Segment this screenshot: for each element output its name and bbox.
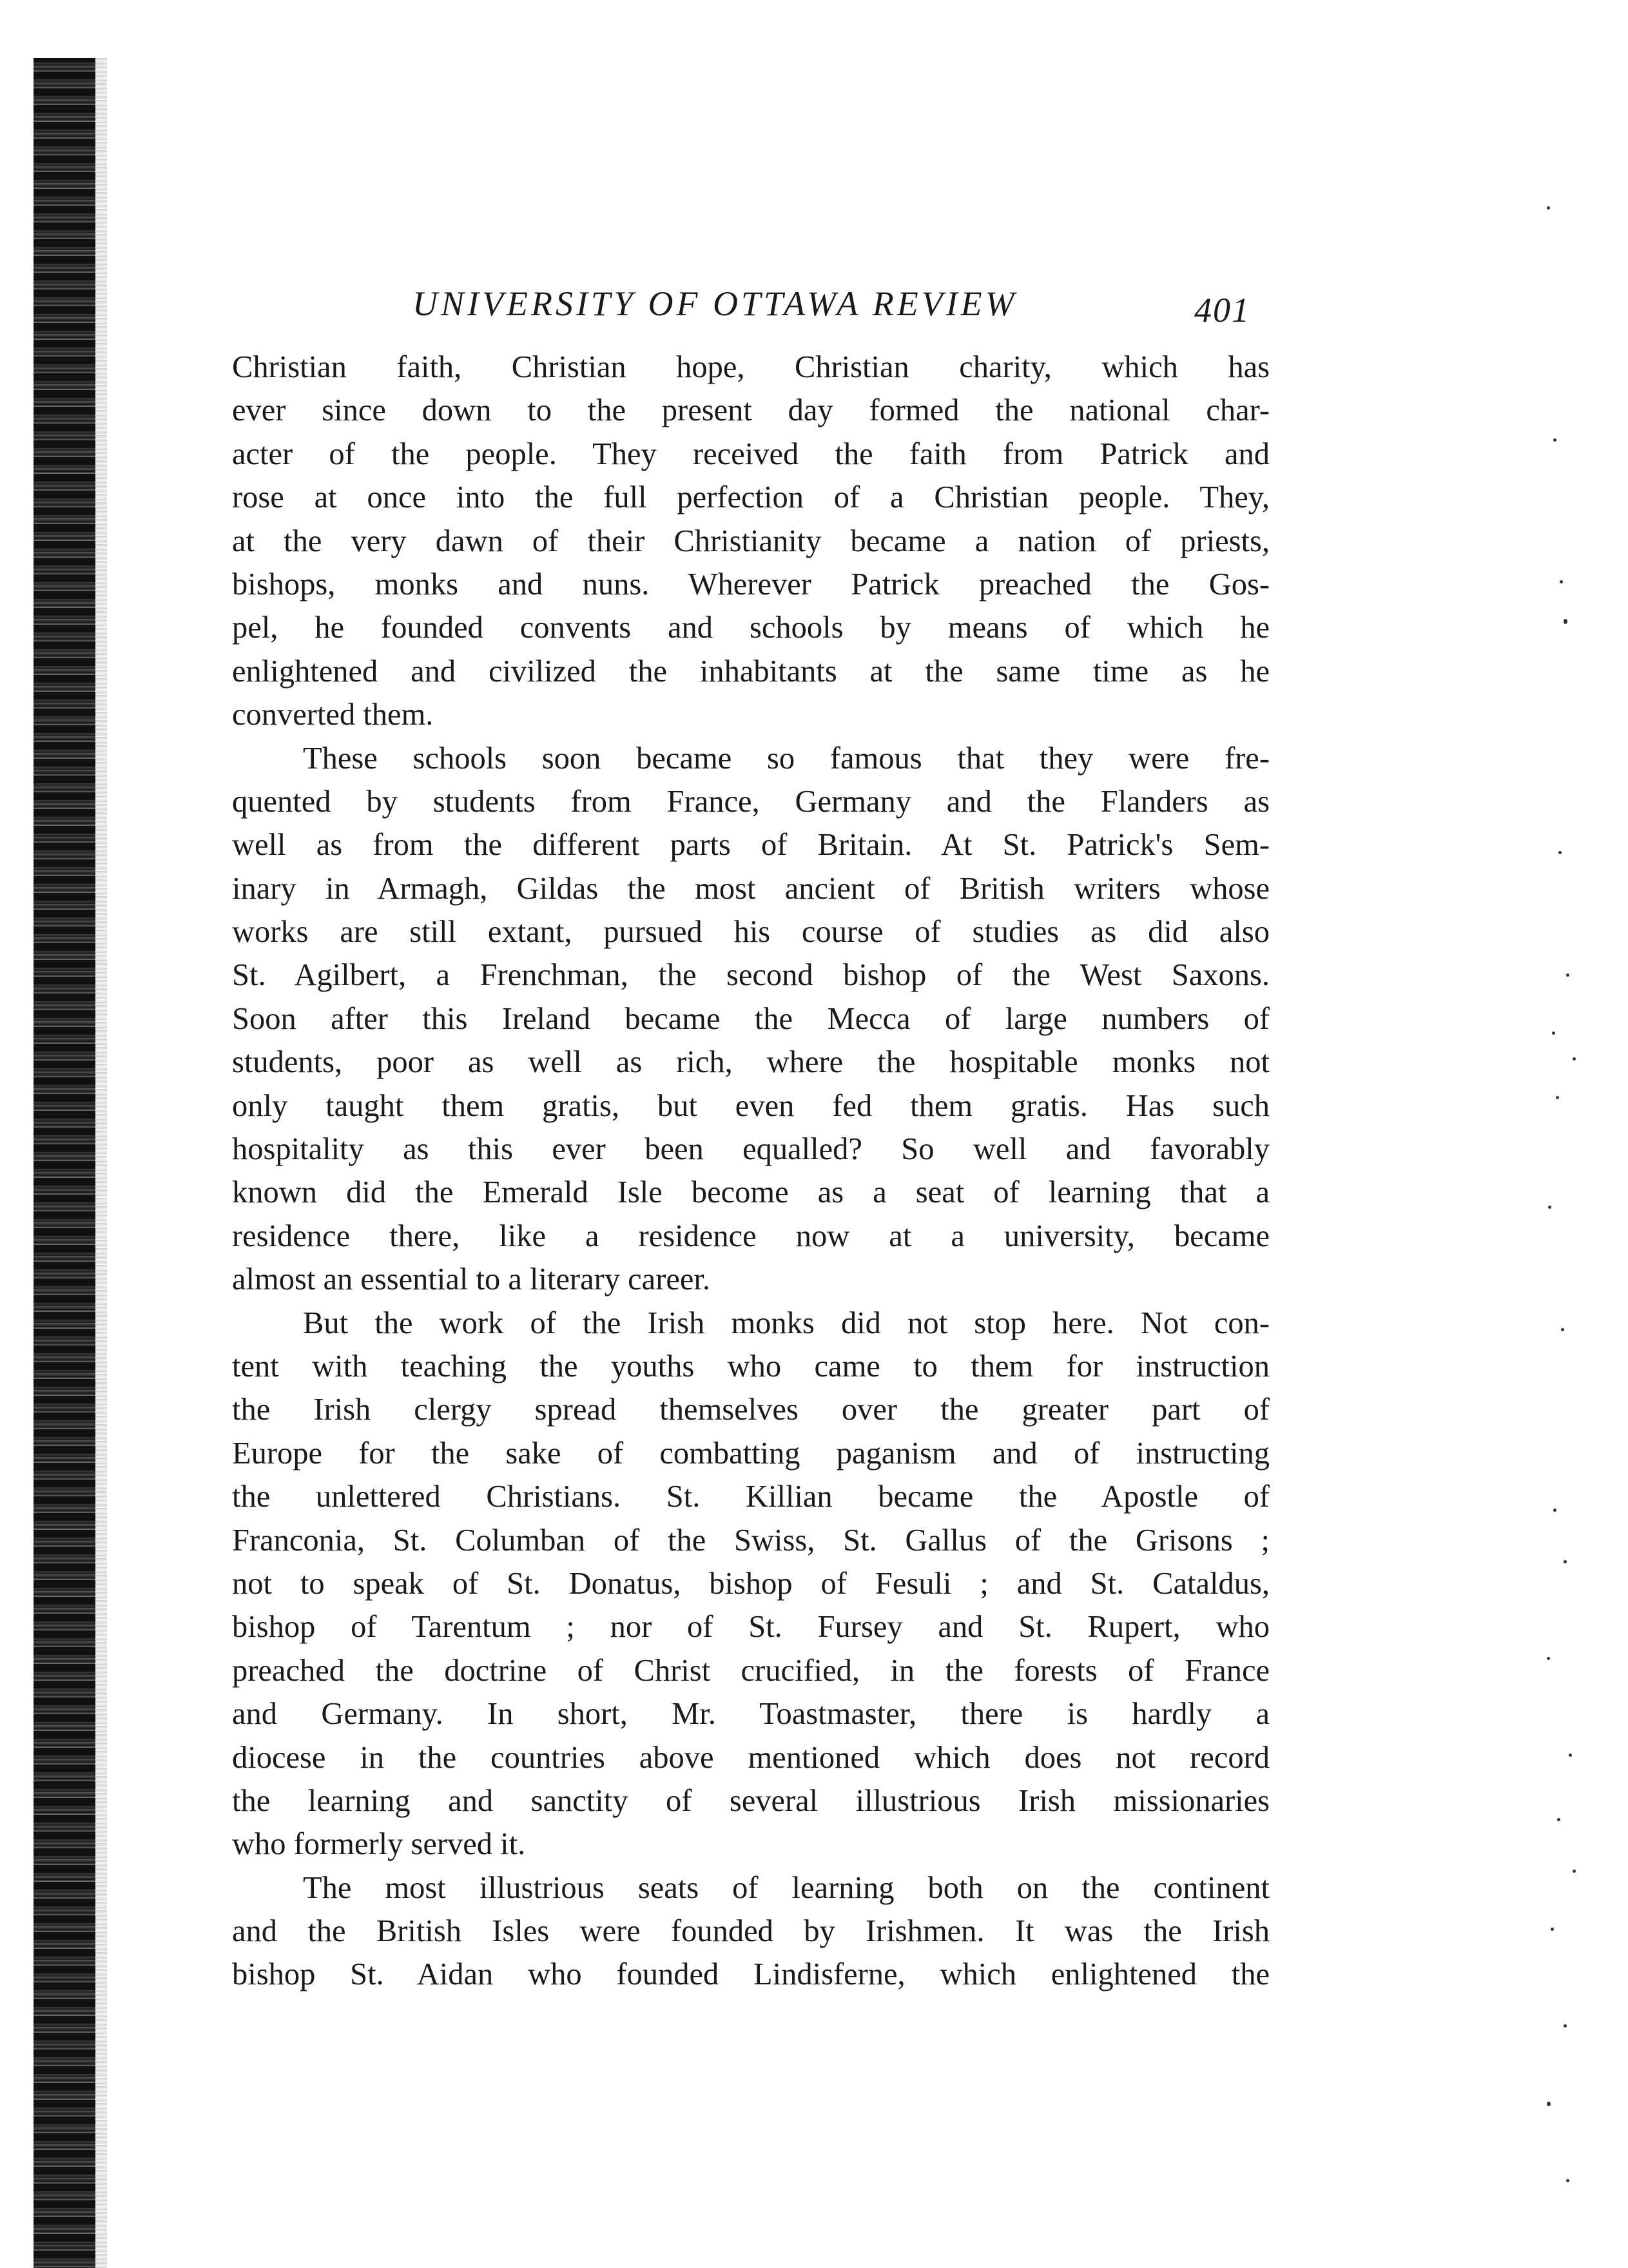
scan-speck <box>1573 1870 1576 1873</box>
scan-speck <box>1560 580 1563 583</box>
text-line: almost an essential to a literary career. <box>232 1262 710 1297</box>
scan-speck <box>1564 1560 1567 1563</box>
scan-speck <box>1566 2179 1569 2182</box>
text-line: Franconia, St. Columban of the Swiss, St. Gallus of the Grisons ; <box>232 1523 1270 1558</box>
text-line: pel, he founded convents and schools by means of which he <box>232 611 1270 645</box>
scan-speck <box>1573 1057 1576 1061</box>
text-line: converted them. <box>232 698 434 732</box>
text-line: tent with teaching the youths who came to them for instruction <box>232 1349 1270 1383</box>
running-head <box>232 284 1270 346</box>
scan-speck <box>1569 1754 1572 1757</box>
scan-specks <box>1502 168 1605 2231</box>
text-line: known did the Emerald Isle become as a seat of learning that a <box>232 1175 1270 1210</box>
scan-speck <box>1548 1206 1551 1209</box>
scan-speck <box>1547 2102 1551 2106</box>
text-line: the learning and sanctity of several illustrious Irish missionaries <box>232 1783 1270 1818</box>
scan-speck <box>1553 1509 1556 1512</box>
scan-speck <box>1547 206 1550 210</box>
text-line: preached the doctrine of Christ crucified, in the forests of France <box>232 1653 1270 1688</box>
book-page <box>232 284 1270 1997</box>
text-line: enlightened and civilized the inhabitants at the same time as he <box>232 654 1270 689</box>
scan-speck <box>1547 1657 1550 1660</box>
running-title: UNIVERSITY OF OTTAWA REVIEW <box>412 284 1018 323</box>
text-line: acter of the people. They received the faith from Patrick and <box>232 436 1270 471</box>
text-line: students, poor as well as rich, where the hospitable monks not <box>232 1045 1270 1080</box>
scan-speck <box>1564 619 1567 624</box>
text-line: at the very dawn of their Christianity became a nation of priests, <box>232 523 1270 558</box>
text-line: bishops, monks and nuns. Wherever Patrick preached the Gos- <box>232 567 1270 601</box>
text-line: The most illustrious seats of learning both on the continent <box>303 1870 1270 1905</box>
text-line: These schools soon became so famous that they were fre- <box>303 741 1270 776</box>
text-line: inary in Armagh, Gildas the most ancient of British writers whose <box>232 871 1270 906</box>
scan-speck <box>1566 973 1569 977</box>
text-body <box>232 346 1270 1997</box>
text-line: the Irish clergy spread themselves over the greater part of <box>232 1393 1270 1427</box>
text-line: diocese in the countries above mentioned which does not record <box>232 1740 1270 1775</box>
text-line: rose at once into the full perfection of a Christian people. They, <box>232 480 1270 515</box>
text-line: quented by students from France, Germany and the Flanders as <box>232 784 1270 819</box>
text-line: bishop St. Aidan who founded Lindisferne, which enlightened the <box>232 1957 1270 1992</box>
text-line: and Germany. In short, Mr. Toastmaster, there is hardly a <box>232 1697 1270 1732</box>
text-line: Christian faith, Christian hope, Christian charity, which has <box>232 350 1270 384</box>
text-line: Soon after this Ireland became the Mecca of large numbers of <box>232 1001 1270 1036</box>
text-line: works are still extant, pursued his course of studies as did also <box>232 915 1270 950</box>
scan-speck <box>1553 438 1556 442</box>
scan-speck <box>1556 1096 1559 1099</box>
text-line: bishop of Tarentum ; nor of St. Fursey and St. Rupert, who <box>232 1610 1270 1645</box>
text-line: residence there, like a residence now at a university, became <box>232 1218 1270 1253</box>
text-line: only taught them gratis, but even fed them gratis. Has such <box>232 1088 1270 1123</box>
scan-speck <box>1564 2024 1567 2028</box>
text-line: hospitality as this ever been equalled? So well and favorably <box>232 1132 1270 1167</box>
scan-speck <box>1551 1928 1554 1931</box>
scan-speck <box>1558 851 1562 854</box>
scan-speck <box>1557 1818 1560 1821</box>
text-line: Europe for the sake of combatting paganism and of instructing <box>232 1436 1270 1471</box>
binding-edge <box>34 58 95 2268</box>
text-line: well as from the different parts of Britain. At St. Patrick's Sem- <box>232 828 1270 863</box>
page-number: 401 <box>1194 291 1250 329</box>
text-line: St. Agilbert, a Frenchman, the second bishop of the West Saxons. <box>232 958 1270 993</box>
scan-speck <box>1561 1328 1564 1331</box>
scan-speck <box>1552 1031 1555 1035</box>
text-line: But the work of the Irish monks did not stop here. Not con- <box>303 1305 1270 1340</box>
text-line: who formerly served it. <box>232 1827 526 1862</box>
text-line: ever since down to the present day formed the national char- <box>232 393 1270 428</box>
text-line: not to speak of St. Donatus, bishop of Fesuli ; and St. Cataldus, <box>232 1566 1270 1601</box>
text-line: the unlettered Christians. St. Killian became the Apostle of <box>232 1480 1270 1514</box>
text-line: and the British Isles were founded by Irishmen. It was the Irish <box>232 1914 1270 1949</box>
